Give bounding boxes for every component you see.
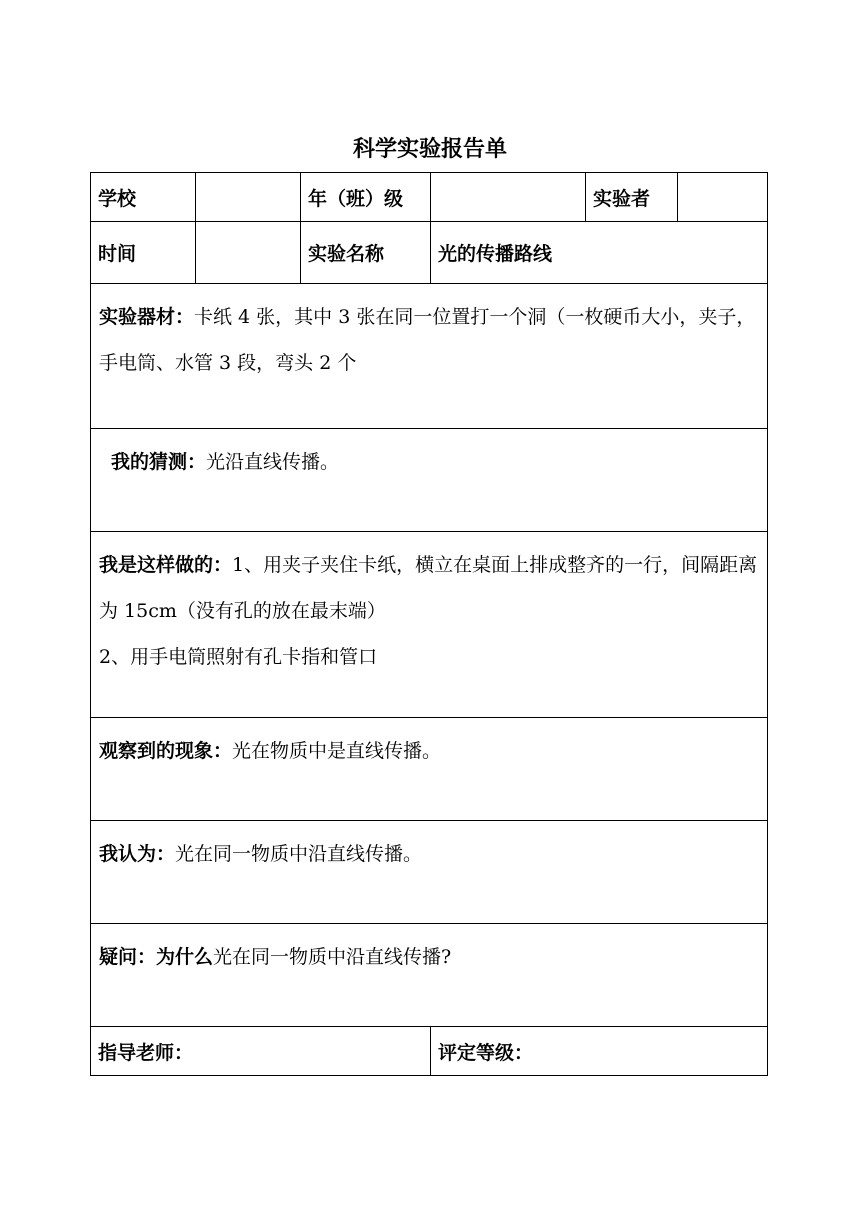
grade-eval-cell: [430, 1026, 768, 1076]
school-label-cell: [90, 172, 196, 222]
observation-label: 观察到的现象：: [99, 740, 233, 762]
conclusion-section: [90, 820, 768, 924]
question-text: 光在同一物质中沿直线传播?: [213, 946, 452, 968]
observation-text: 光在物质中是直线传播。: [232, 740, 442, 762]
school-value-cell[interactable]: [195, 172, 301, 222]
procedure-section: [90, 531, 768, 718]
observation-section: [90, 717, 768, 821]
grade-label-cell: [300, 172, 431, 222]
guess-label: 我的猜测：: [111, 451, 207, 473]
school-label: 学校: [98, 187, 137, 210]
conclusion-text: 光在同一物质中沿直线传播。: [175, 843, 423, 865]
procedure-step1-line: [99, 542, 759, 634]
question-section: [90, 923, 768, 1027]
materials-section: [90, 283, 768, 429]
experiment-name-label: 实验名称: [308, 243, 385, 265]
conclusion-label: 我认为：: [99, 843, 176, 865]
grade-eval-label: 评定等级：: [438, 1041, 534, 1064]
page-title: 科学实验报告单: [352, 137, 507, 162]
time-value-cell[interactable]: [195, 221, 301, 284]
guess-section: [90, 428, 768, 532]
teacher-cell: [90, 1026, 431, 1076]
experimenter-label-cell: [585, 172, 678, 222]
question-label: 疑问：为什么: [99, 946, 214, 968]
procedure-step2: 2、用手电筒照射有孔卡指和管口: [99, 646, 378, 668]
grade-label: 年（班）级: [308, 187, 404, 210]
experiment-name-label-cell: [300, 221, 431, 284]
experiment-name-value: 光的传播路线: [438, 243, 553, 265]
experimenter-value-cell[interactable]: [677, 172, 768, 222]
procedure-step1: 1、用夹子夹住卡纸，横立在桌面上排成整齐的一行，间隔距离为 15cm（没有孔的放在最末端）: [99, 554, 758, 622]
materials-label: 实验器材：: [99, 306, 195, 328]
grade-value-cell[interactable]: [430, 172, 586, 222]
guess-text: 光沿直线传播。: [206, 451, 340, 473]
experimenter-label: 实验者: [593, 187, 651, 210]
time-label: 时间: [98, 243, 137, 265]
materials-text: 卡纸 4 张，其中 3 张在同一位置打一个洞（一枚硬币大小，夹子，手电筒、水管 3 段，弯头 2 个: [99, 306, 756, 374]
experiment-name-value-cell: [430, 221, 768, 284]
procedure-label: 我是这样做的：: [99, 554, 233, 576]
time-label-cell: [90, 221, 196, 284]
teacher-label: 指导老师：: [98, 1041, 194, 1064]
